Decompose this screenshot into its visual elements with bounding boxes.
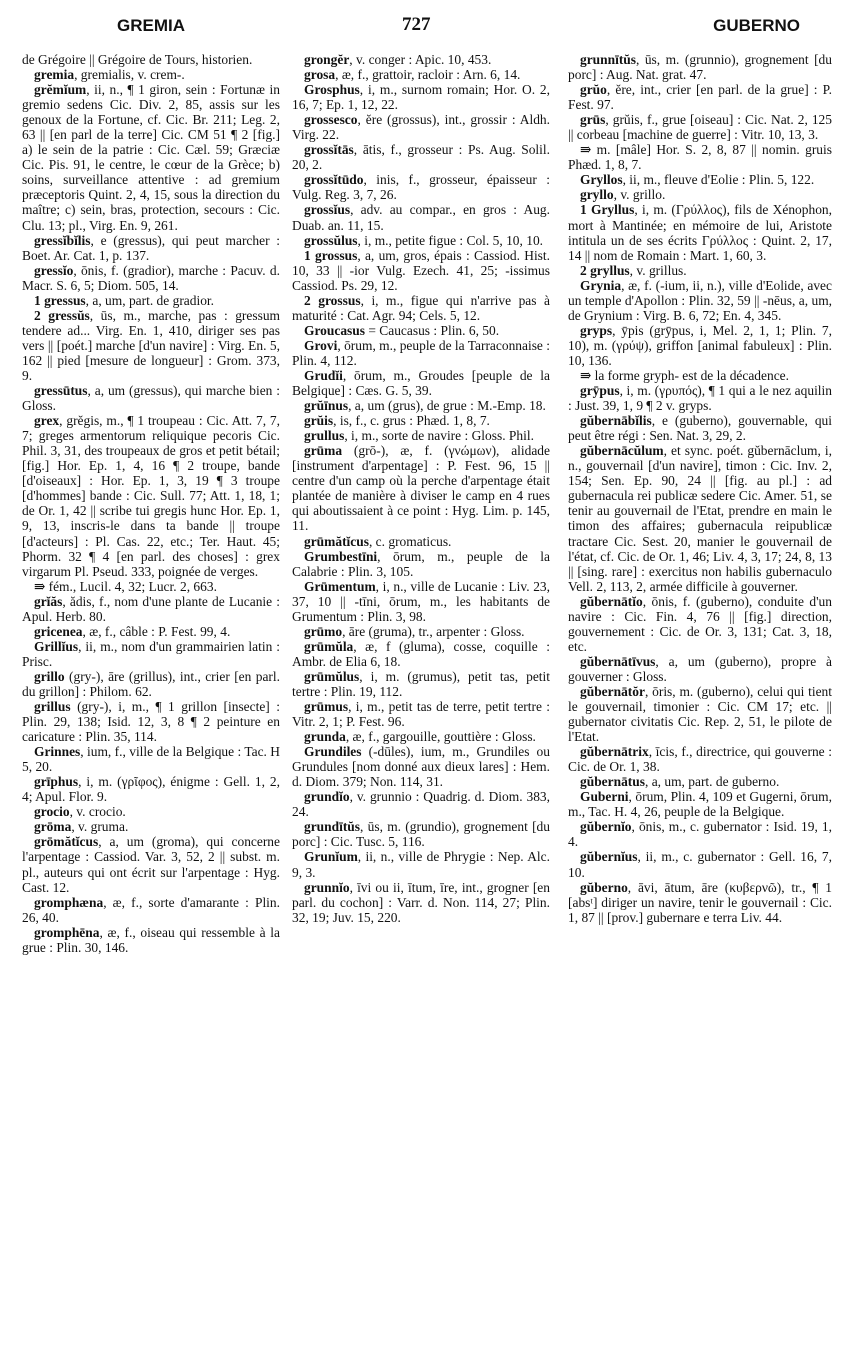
- dictionary-entry: grossĭus, adv. au compar., en gros : Aug. Duab. an. 11, 15.: [292, 202, 550, 233]
- dictionary-entry: gŭbernĭo, ōnis, m., c. gubernator : Isid. 19, 1, 4.: [568, 819, 832, 850]
- dictionary-entry: grex, grĕgis, m., ¶ 1 troupeau : Cic. Att. 7, 7, 7; greges armentorum reliquique pecoris Cic. Phil. 3, 31, des troupeaux de gros et petit bétail; [fig.] Hor. Ep. 1, 4, 16 ¶ 2 troupe, bande [d'oiseaux] : Hor. Ep. 1, 3, 19 ¶ 3 troupe [d'hommes] bande : Cic. Sull. 77; Att. 1, 18, 1; de Or. 1, 42 || scribe tui gregis hunc Hor. Ep. 1, 9, 13, inscris-le dans ta bande || troupe [d'acteurs] : Pl. Cas. 22, etc.; Ter. Haut. 45; Phorm. 32 ¶ 4 [en parl. des choses] : grex virgarum Pl. Pseud. 333, poignée de verges.: [22, 413, 280, 579]
- column-3: [568, 52, 832, 1342]
- dictionary-entry: gremia, gremialis, v. crem-.: [34, 67, 185, 83]
- dictionary-entry: Grinnes, ium, f., ville de la Belgique : Tac. H 5, 20.: [22, 744, 280, 775]
- dictionary-entry: 2 gryllus, v. grillus.: [580, 262, 687, 278]
- dictionary-entry: ⇛ fém., Lucil. 4, 32; Lucr. 2, 663.: [34, 578, 217, 594]
- dictionary-entry: grossĭtās, ātis, f., grosseur : Ps. Aug. Solil. 20, 2.: [292, 142, 550, 173]
- dictionary-entry: grillus (gry-), i, m., ¶ 1 grillon [insecte] : Plin. 29, 138; Isid. 12, 3, 8 ¶ 2 peinture en caricature : Plin. 35, 114.: [22, 699, 280, 745]
- dictionary-entry: grūmo, āre (gruma), tr., arpenter : Gloss.: [304, 623, 525, 639]
- dictionary-entry: grūmŭlus, i, m. (grumus), petit tas, petit tertre : Plin. 19, 112.: [292, 668, 550, 699]
- dictionary-entry: 2 grossus, i, m., figue qui n'arrive pas à maturité : Cat. Agr. 94; Cels. 5, 12.: [292, 292, 550, 323]
- dictionary-entry: Guberni, ōrum, Plin. 4, 109 et Gugerni, ōrum, m., Tac. H. 4, 26, peuple de la Belgique.: [568, 789, 832, 820]
- dictionary-entry: gryps, ȳpis (grȳpus, i, Mel. 2, 1, 1; Plin. 7, 10), m. (γρύψ), griffon [animal fabuleux] : Plin. 10, 136.: [568, 322, 832, 368]
- dictionary-entry: grĕmĭum, ii, n., ¶ 1 giron, sein : Fortunæ in gremio sedens Cic. Div. 2, 85, assis sur les genoux de la Fortune, cf. Cic. Br. 211; Leg. 2, 63 || [en parl de la terre] Cic. CM 51 ¶ 2 [fig.] a) le sein de la patrie : Cic. Cæl. 59; Græciæ Cic. Pis. 91, le centre, le cœur de la Grèce; b) soins, surveillance attentive : ad gremium præceptoris Quint. 2, 4, 15, sous la direction du maître; c) sein, bras, protection, secours : Cic. Clu. 13; pl., Virg. En. 9, 261.: [22, 82, 280, 233]
- dictionary-entry: Groucasus = Caucasus : Plin. 6, 50.: [304, 322, 500, 338]
- dictionary-entry: gŭberno, āvi, ātum, āre (κυβερνῶ), tr., ¶ 1 [absᵗ] diriger un navire, tenir le gouvernail : Cic. 1, 87 || [prov.] gubernare e terra Liv. 44.: [568, 879, 832, 925]
- dictionary-entry: gressĭo, ōnis, f. (gradior), marche : Pacuv. d. Macr. S. 6, 5; Diom. 505, 14.: [22, 262, 280, 293]
- column-1: [22, 52, 280, 1342]
- dictionary-entry: grunda, æ, f., gargouille, gouttière : Gloss.: [304, 729, 536, 745]
- dictionary-entry: Grunĭum, ii, n., ville de Phrygie : Nep. Alc. 9, 3.: [292, 849, 550, 880]
- page-number: 727: [402, 14, 431, 35]
- dictionary-entry: 1 gressus, a, um, part. de gradior.: [34, 292, 215, 308]
- dictionary-entry: gŭbernĭus, ii, m., c. gubernator : Gell. 16, 7, 10.: [568, 849, 832, 880]
- dictionary-entry: gŭbernātus, a, um, part. de guberno.: [580, 774, 780, 790]
- dictionary-entry: grōma, v. gruma.: [34, 819, 129, 835]
- dictionary-entry: grundĭo, v. grunnio : Quadrig. d. Diom. 383, 24.: [292, 789, 550, 820]
- dictionary-entry: 1 grossus, a, um, gros, épais : Cassiod. Hist. 10, 33 || -ior Vulg. Ezech. 41, 25; -issimus Cassiod. Ps. 29, 12.: [292, 247, 550, 293]
- dictionary-entry: gŭbernātrix, īcis, f., directrice, qui gouverne : Cic. de Or. 1, 38.: [568, 744, 832, 775]
- dictionary-entry: grundītŭs, ūs, m. (grundio), grognement [du porc] : Cic. Tusc. 5, 116.: [292, 819, 550, 850]
- text-columns: [22, 52, 832, 1342]
- dictionary-entry: grūmus, i, m., petit tas de terre, petit tertre : Vitr. 2, 1; P. Fest. 96.: [292, 699, 550, 730]
- dictionary-entry: grōmătĭcus, a, um (groma), qui concerne l'arpentage : Cassiod. Var. 3, 52, 2 || subst. m. pl., auteurs qui ont écrit sur l'arpentage : Hyg. Cast. 12.: [22, 834, 280, 895]
- dictionary-entry: grullus, i, m., sorte de navire : Gloss. Phil.: [304, 428, 534, 444]
- dictionary-entry: grĭăs, ădis, f., nom d'une plante de Lucanie : Apul. Herb. 80.: [22, 593, 280, 624]
- dictionary-entry: grillo (gry-), āre (grillus), int., crier [en parl. du grillon] : Philom. 62.: [22, 668, 280, 699]
- dictionary-entry: grūs, grŭis, f., grue [oiseau] : Cic. Nat. 2, 125 || corbeau [machine de guerre] : Vitr. 10, 13, 3.: [568, 112, 832, 143]
- dictionary-entry: grosa, æ, f., grattoir, racloir : Arn. 6, 14.: [304, 67, 521, 83]
- dictionary-entry: gromphæna, æ, f., sorte d'amarante : Plin. 26, 40.: [22, 894, 280, 925]
- dictionary-entry: gressĭbĭlis, e (gressus), qui peut marcher : Boet. Ar. Cat. 1, p. 137.: [22, 232, 280, 263]
- dictionary-entry: grunnĭo, īvi ou ii, ītum, īre, int., grogner [en parl. du cochon] : Varr. d. Non. 114, 27; Plin. 32, 19; Juv. 15, 220.: [292, 879, 550, 925]
- dictionary-entry: Grillĭus, ii, m., nom d'un grammairien latin : Prisc.: [22, 638, 280, 669]
- dictionary-entry: Gryllos, ii, m., fleuve d'Eolie : Plin. 5, 122.: [580, 172, 815, 188]
- dictionary-entry: grunnītŭs, ūs, m. (grunnio), grognement [du porc] : Aug. Nat. grat. 47.: [568, 52, 832, 83]
- dictionary-entry: grȳpus, i, m. (γρυπός), ¶ 1 qui a le nez aquilin : Just. 39, 1, 9 ¶ 2 v. gryps.: [568, 383, 832, 414]
- dictionary-entry: grocio, v. crocio.: [34, 804, 126, 820]
- dictionary-entry: Grudĭi, ōrum, m., Groudes [peuple de la Belgique] : Cæs. G. 5, 39.: [292, 367, 550, 399]
- dictionary-entry: gŭbernābĭlis, e (guberno), gouvernable, qui peut être régi : Sen. Nat. 3, 29, 2.: [568, 413, 832, 444]
- dictionary-entry: gŭbernātŏr, ōris, m. (guberno), celui qui tient le gouvernail, timonier : Cic. CM 17; etc. || gubernator civitatis Cic. Rep. 2, 51, le pilote de l'Etat.: [568, 683, 832, 745]
- dictionary-entry: grūmătĭcus, c. gromaticus.: [304, 533, 452, 549]
- dictionary-entry: gromphēna, æ, f., oiseau qui ressemble à la grue : Plin. 30, 146.: [22, 924, 280, 955]
- dictionary-entry: 1 Gryllus, i, m. (Γρύλλος), fils de Xénophon, mort à Mantinée; en mémoire de lui, Aristote intitula un de ses écrits Γρύλλος : Quint. 2, 17, 14 || nom de Romain : Mart. 1, 60, 3.: [568, 202, 832, 263]
- dictionary-entry: grŭīnus, a, um (grus), de grue : M.-Emp. 18.: [304, 398, 546, 414]
- dictionary-entry: Grundiles (-dūles), ium, m., Grundiles ou Grundules [nom donné aux dieux lares] : Hem. d. Diom. 379; Non. 114, 31.: [292, 744, 550, 790]
- column-2: [292, 52, 550, 1342]
- dictionary-entry: gŭbernātĭo, ōnis, f. (guberno), conduite d'un navire : Cic. Fin. 4, 76 || [fig.] direction, gouvernement : Cic. de Or. 3, 131; Cat. 3, 18, etc.: [568, 593, 832, 654]
- dictionary-entry: grongĕr, v. conger : Apic. 10, 453.: [304, 52, 492, 67]
- running-header: [22, 8, 828, 48]
- dictionary-entry: grūma (grō-), æ, f. (γνώμων), alidade [instrument d'arpentage] : P. Fest. 96, 15 || centre d'un camp où la perche d'arpentage était plantée de manière à diviser le camp en 4 rues qui aboutissaient à ce point : Hyg. Lim. p. 145, 11.: [292, 443, 550, 534]
- dictionary-entry: ⇛ m. [mâle] Hor. S. 2, 8, 87 || nomin. gruis Phæd. 1, 8, 7.: [568, 142, 832, 173]
- dictionary-entry: gŭbernātīvus, a, um (guberno), propre à gouverner : Gloss.: [568, 653, 832, 684]
- header-left-word: GREMIA: [117, 16, 185, 35]
- dictionary-entry: Grosphus, i, m., surnom romain; Hor. O. 2, 16, 7; Ep. 1, 12, 22.: [292, 82, 550, 113]
- dictionary-entry: grossŭlus, i, m., petite figue : Col. 5, 10, 10.: [304, 232, 544, 248]
- dictionary-entry: gressūtus, a, um (gressus), qui marche bien : Gloss.: [22, 383, 280, 414]
- dictionary-entry: grūmŭla, æ, f (gluma), cosse, coquille : Ambr. de Elia 6, 18.: [292, 638, 550, 669]
- dictionary-entry: Grumbestīni, ōrum, m., peuple de la Calabrie : Plin. 3, 105.: [292, 548, 550, 579]
- dictionary-entry: grossĭtūdo, inis, f., grosseur, épaisseur : Vulg. Reg. 3, 7, 26.: [292, 172, 550, 203]
- dictionary-entry: grīphus, i, m. (γρῖφος), énigme : Gell. 1, 2, 4; Apul. Flor. 9.: [22, 774, 280, 805]
- dictionary-entry: gricenea, æ, f., câble : P. Fest. 99, 4.: [34, 623, 231, 639]
- dictionary-entry: grossesco, ĕre (grossus), int., grossir : Aldh. Virg. 22.: [292, 112, 550, 143]
- dictionary-entry: gryllo, v. grillo.: [580, 187, 666, 203]
- dictionary-entry: grŭo, ĕre, int., crier [en parl. de la grue] : P. Fest. 97.: [568, 82, 832, 113]
- dictionary-entry: gŭbernācŭlum, et sync. poét. gŭbernāclum, i, n., gouvernail [d'un navire], timon : Cic. Inv. 2, 154; Sen. Ep. 90, 24 || [fig. au pl.] : ad gubernacula rei publicæ sedere Cic. Amer. 51, se tenir au gouvernail de l'Etat, prendre en main le timon des affaires; gubernacula reipublicæ tractare Cic. Sest. 20, manier le gouvernail de l'état, cf. Cic. de Or. 1, 46; Liv. 4, 3, 17; 24, 8, 13 || [sing. rare] : exercitus non habilis gubernaculo Vell. 2, 113, 2, armée difficile à gouverner.: [568, 443, 832, 594]
- dictionary-entry: Grovi, ōrum, m., peuple de la Tarraconnaise : Plin. 4, 112.: [292, 337, 550, 368]
- dictionary-entry: grŭis, is, f., c. grus : Phæd. 1, 8, 7.: [304, 413, 490, 429]
- dictionary-entry: ⇛ la forme gryph- est de la décadence.: [580, 367, 789, 383]
- dictionary-entry: 2 gressŭs, ūs, m., marche, pas : gressum tendere ad... Virg. En. 1, 410, diriger ses pas vers || [poét.] marche [d'un navire] : Virg. En. 5, 162 || pied [mesure de longueur] : Grom. 373, 9.: [22, 307, 280, 383]
- header-right-word: GUBERNO: [713, 16, 800, 35]
- dictionary-entry: de Grégoire || Grégoire de Tours, historien.: [22, 52, 253, 67]
- dictionary-entry: Grynia, æ, f. (-ium, ii, n.), ville d'Eolide, avec un temple d'Apollon : Plin. 32, 59 || -nēus, a, um, de Grynium : Virg. B. 6, 72; En. 4, 345.: [568, 277, 832, 323]
- dictionary-entry: Grūmentum, i, n., ville de Lucanie : Liv. 23, 37, 10 || -tīni, ōrum, m., les habitants de Grumentum : Plin. 3, 98.: [292, 578, 550, 624]
